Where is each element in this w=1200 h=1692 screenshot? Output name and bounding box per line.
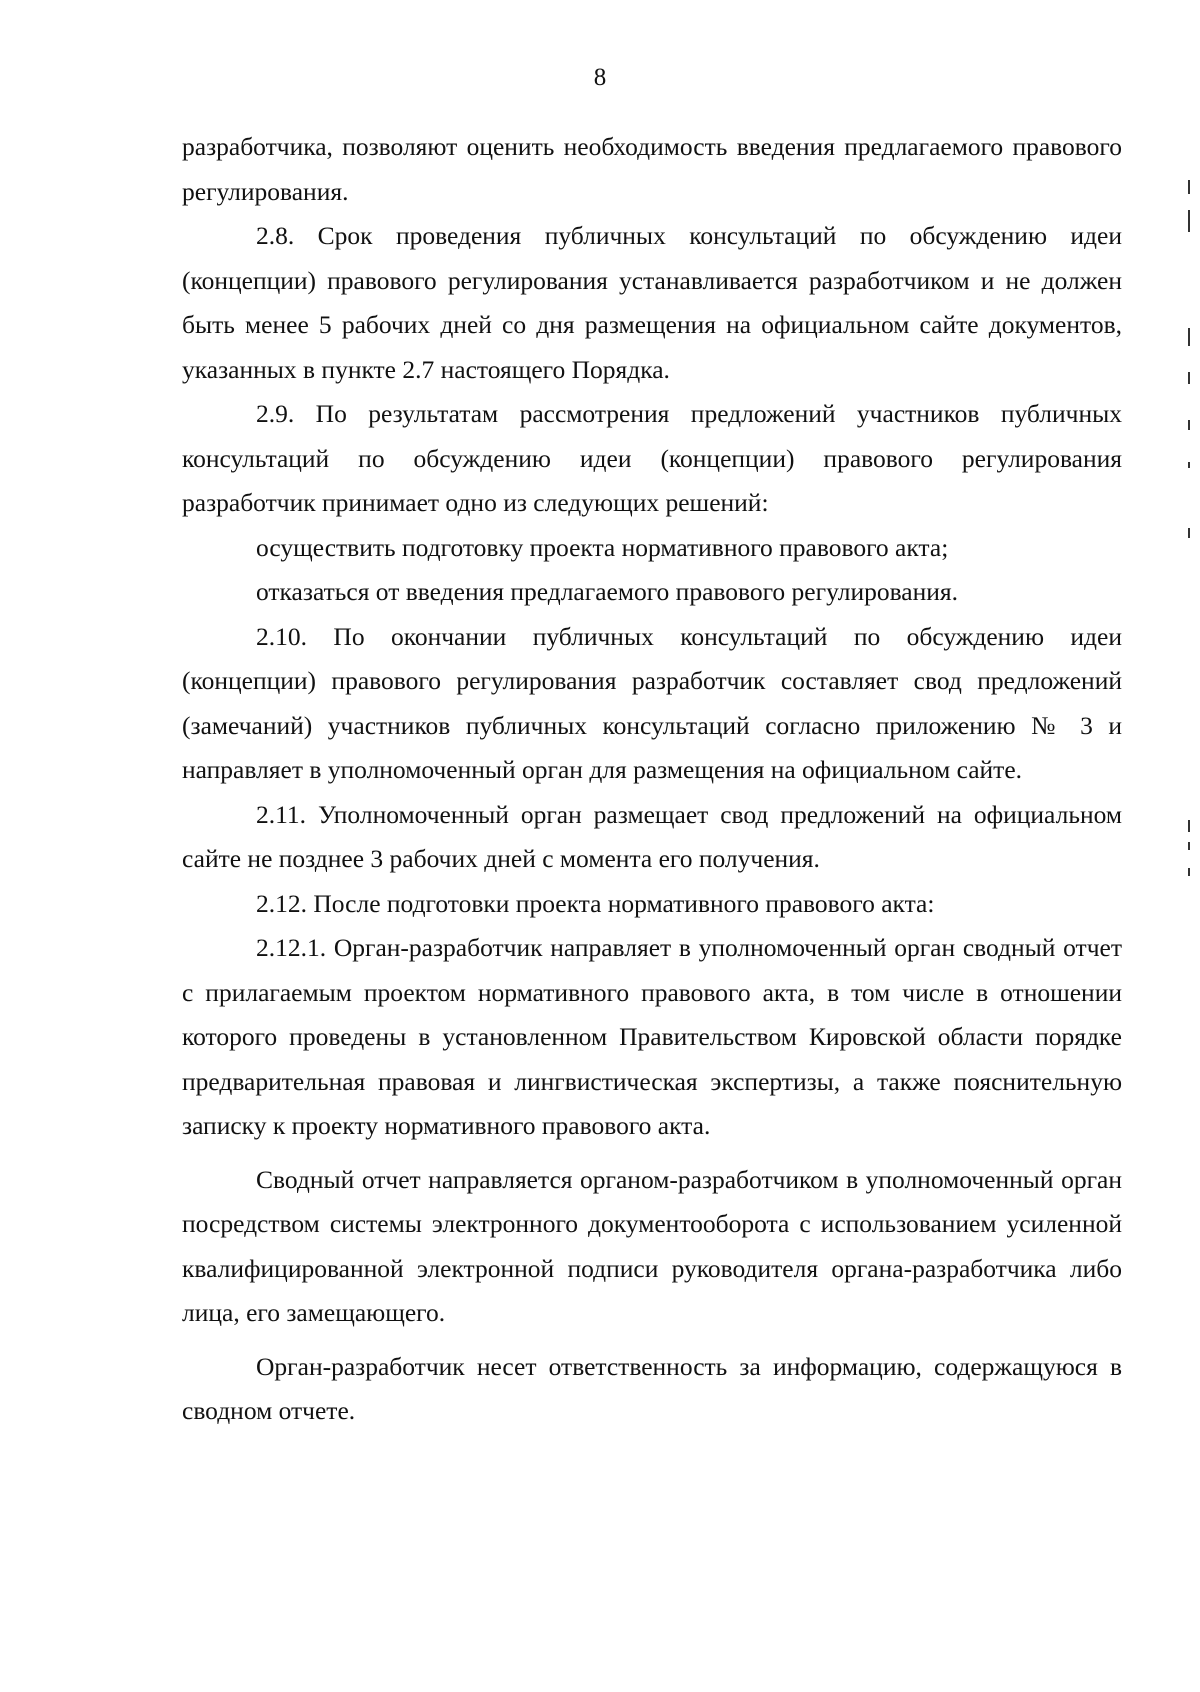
paragraph-2-11: 2.11. Уполномоченный орган размещает свод предложений на официальном сайте не позднее 3 рабочих дней с момента его получения. — [182, 799, 1122, 873]
paragraph-responsibility: Орган-разработчик несет ответственность за информацию, содержащуюся в сводном отчете. — [182, 1351, 1122, 1425]
paragraph-summary-report: Сводный отчет направляется органом-разработчиком в уполномоченный орган посредством системы электронного документооборота с использованием усиленной квалифицированной электронной подписи руководителя органа-разработчика либо лица, его замещающего. — [182, 1164, 1122, 1327]
paragraph-2-8: 2.8. Срок проведения публичных консультаций по обсуждению идеи (концепции) правового регулирования устанавливается разработчиком и не должен быть менее 5 рабочих дней со дня размещения на официальном сайте документов, указанных в пункте 2.7 настоящего Порядка. — [182, 221, 1122, 384]
paragraph-2-12-1: 2.12.1. Орган-разработчик направляет в уполномоченный орган сводный отчет с прилагаемым проектом нормативного правового акта, в том числе в отношении которого проведены в установленном Правительством Кировской области порядке предварительная правовая и лингвистическая экспертизы, а также пояснительную записку к проекту нормативного правового акта. — [182, 933, 1122, 1140]
scan-edge-marks — [1180, 0, 1200, 1692]
page-number: 8 — [593, 64, 607, 91]
paragraph-2-10: 2.10. По окончании публичных консультаций по обсуждению идеи (концепции) правового регулирования разработчик составляет свод предложений (замечаний) участников публичных консультаций согласно приложению № 3 и направляет в уполномоченный орган для размещения на официальном сайте. — [182, 621, 1122, 784]
decision-option-1: осуществить подготовку проекта нормативного правового акта; — [256, 532, 949, 562]
paragraph-2-9: 2.9. По результатам рассмотрения предложений участников публичных консультаций по обсуждению идеи (концепции) правового регулирования разработчик принимает одно из следующих решений: — [182, 399, 1122, 517]
document-body — [182, 125, 1122, 1434]
paragraph-2-12: 2.12. После подготовки проекта нормативного правового акта: — [256, 888, 935, 918]
decision-option-2: отказаться от введения предлагаемого правового регулирования. — [256, 577, 959, 606]
paragraph-continuation: разработчика, позволяют оценить необходимость введения предлагаемого правового регулирования. — [182, 132, 1122, 206]
